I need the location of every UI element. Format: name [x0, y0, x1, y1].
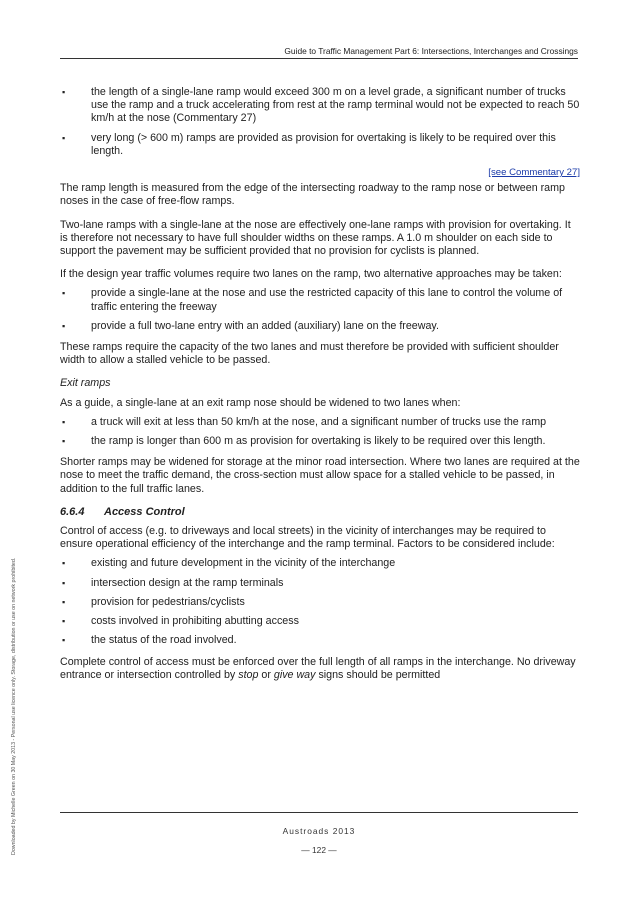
paragraph-shorter-ramps: Shorter ramps may be widened for storage at the minor road intersection. Where two lanes are required at the nose to meet the traffic demand, the cross-section must allow space for a stalled vehicle to be passed, in addition to the full traffic lanes.: [60, 456, 580, 495]
section-title: Access Control: [104, 505, 185, 518]
bullet-icon: ▪: [62, 596, 66, 607]
footer-organisation: Austroads 2013: [282, 826, 356, 836]
list-item: ▪ provide a single-lane at the nose and use the restricted capacity of this lane to control the volume of traffic entering the freeway: [62, 287, 563, 313]
section-number: 6.6.4: [60, 505, 85, 518]
paragraph-ramp-length: The ramp length is measured from the edge of the intersecting roadway to the ramp nose or between ramp noses in the case of free-flow ramps.: [60, 182, 565, 208]
bullet-icon: ▪: [62, 616, 66, 627]
list-item: ▪ a truck will exit at less than 50 km/h at the nose, and a significant number of trucks use the ramp: [62, 415, 547, 428]
bullet-icon: ▪: [62, 558, 66, 569]
bullet-icon: ▪: [62, 320, 66, 331]
header-rule: [60, 58, 578, 59]
paragraph-capacity: These ramps require the capacity of the two lanes and must therefore be provided with sufficient shoulder width to allow a stalled vehicle to be passed.: [60, 341, 559, 367]
commentary-link[interactable]: [see Commentary 27]: [488, 167, 580, 179]
bullet-icon: ▪: [62, 132, 66, 143]
list-item: ▪ intersection design at the ramp terminals: [62, 576, 284, 589]
commentary-reference: [60, 166, 580, 179]
bullet-icon: ▪: [62, 436, 66, 447]
paragraph-access-control: Control of access (e.g. to driveways and local streets) in the vicinity of interchanges may be required to ensure operational efficiency of the interchange and the ramp terminal. Factors to be considered include:: [60, 525, 555, 551]
list-item: ▪ costs involved in prohibiting abutting access: [62, 615, 299, 628]
bullet-icon: ▪: [62, 288, 66, 299]
list-item: ▪ the status of the road involved.: [62, 634, 237, 647]
list-item: ▪ existing and future development in the vicinity of the interchange: [62, 557, 396, 570]
bullet-list-factors: [60, 557, 580, 647]
download-watermark: Downloaded by Michelle Green on 30 May 2013 - Personal use licence only. Storage, distribution or use on network prohibited.: [11, 557, 17, 855]
list-item: ▪ provision for pedestrians/cyclists: [62, 595, 245, 608]
bullet-icon: ▪: [62, 87, 66, 97]
page-body: [60, 86, 580, 692]
subheading-exit-ramps: Exit ramps: [60, 377, 111, 390]
paragraph-two-lane-ramps: Two-lane ramps with a single-lane at the nose are effectively one-lane ramps with provision for overtaking. It is therefore not necessary to have full shoulder widths on these ramps. A 1.0 m shoulder on each side to support the pavement may be sufficient provided that no provision for cyclists is planned.: [60, 218, 571, 258]
bullet-list-exit: [60, 416, 580, 448]
paragraph-exit-guide: As a guide, a single-lane at an exit ramp nose should be widened to two lanes when:: [60, 396, 461, 409]
paragraph-complete-control: Complete control of access must be enforced over the full length of all ramps in the interchange. No driveway entrance or intersection controlled by stop or give way signs should be permitted: [60, 655, 576, 681]
list-item: ▪ provide a full two-lane entry with an added (auxiliary) lane on the freeway.: [62, 319, 439, 332]
footer-rule: [60, 812, 578, 813]
section-heading: [60, 506, 580, 519]
stop-sign-term: stop: [238, 668, 259, 681]
list-item: ▪ the ramp is longer than 600 m as provision for overtaking is likely to be required over this length.: [62, 435, 546, 448]
page-number: — 122 —: [301, 845, 337, 855]
bullet-list-approaches: [60, 287, 580, 333]
give-way-sign-term: give way: [273, 668, 316, 681]
paragraph-design-year: If the design year traffic volumes require two lanes on the ramp, two alternative approaches may be taken:: [60, 268, 562, 281]
bullet-icon: ▪: [62, 577, 66, 588]
bullet-icon: ▪: [62, 416, 66, 427]
running-header: Guide to Traffic Management Part 6: Intersections, Interchanges and Crossings: [284, 46, 578, 56]
bullet-list-top: [60, 86, 580, 158]
list-item: ▪ very long (> 600 m) ramps are provided as provision for overtaking is likely to be required over this length.: [62, 131, 556, 157]
list-item: ▪ the length of a single-lane ramp would exceed 300 m on a level grade, a significant number of trucks use the ramp and a truck accelerating from rest at the ramp terminal would not be expected to reach 50 km/h at the nose (Commentary 27): [62, 86, 580, 125]
bullet-icon: ▪: [62, 635, 66, 646]
